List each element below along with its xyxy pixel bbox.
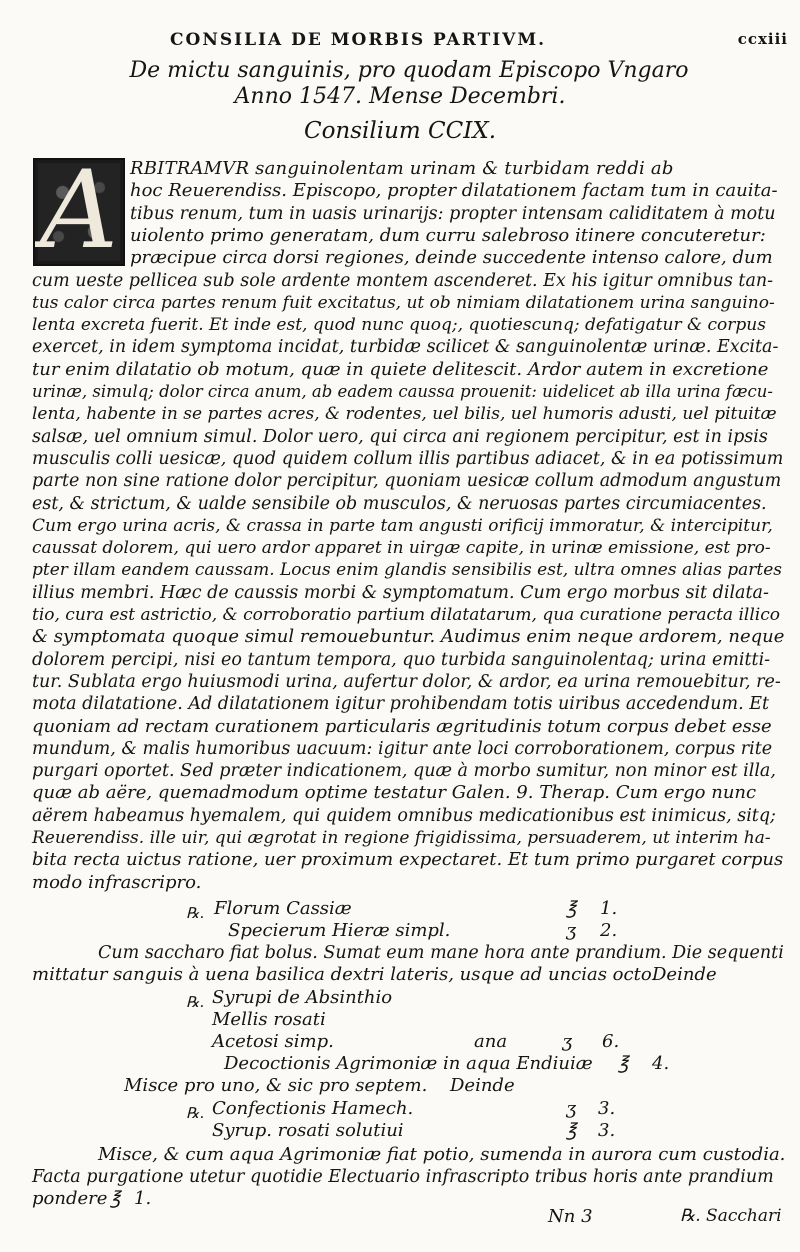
catchword: ℞. Sacchari bbox=[680, 1206, 782, 1226]
closing-line: Misce, & cum aqua Agrimoniæ fiat potio, sumenda in aurora cum custodia. bbox=[98, 1144, 786, 1165]
closing-amount: 1. bbox=[134, 1188, 152, 1209]
body-line: caussat dolorem, qui uero ardor apparet in uirgæ capite, in urinæ emissione, est pro- bbox=[32, 538, 771, 559]
body-line: urinæ, simulq; dolor circa anum, ab eadem caussa prouenit: uidelicet ab illa urina fæcu- bbox=[32, 382, 773, 401]
body-line: dolorem percipi, nisi eo tantum tempora, quo turbida sanguinolentaq; urina emitti- bbox=[32, 649, 771, 670]
recipe-deinde: Deinde bbox=[450, 1075, 515, 1096]
body-line: tur. Sublata ergo huiusmodi urina, aufertur dolor, & ardor, ea urina remouebitur, re- bbox=[32, 671, 781, 692]
body-line: est, & strictum, & ualde sensibile ob musculos, & neruosas partes circumiacentes. bbox=[32, 493, 767, 514]
body-line: parte non sine ratione dolor percipitur, quoniam uesicæ collum admodum angustum bbox=[32, 471, 782, 492]
body-line: Reuerendiss. ille uir, qui ægrotat in regione frigidissima, persuaderem, ut interim ha- bbox=[32, 828, 771, 848]
signature-mark: Nn 3 bbox=[548, 1206, 593, 1227]
recipe-ingredient: Florum Cassiæ bbox=[214, 898, 352, 919]
closing-line: pondere bbox=[32, 1188, 108, 1209]
body-line: & symptomata quoque simul remouebuntur. Audimus enim neque ardorem, neque bbox=[32, 626, 785, 648]
page-header bbox=[170, 30, 790, 56]
body-line: aërem habeamus hyemalem, qui quidem omnibus medicationibus est inimicus, sitq; bbox=[32, 805, 776, 826]
recipe-ingredient: Acetosi simp. bbox=[212, 1031, 334, 1052]
consilium-number: Consilium CCIX. bbox=[303, 118, 497, 144]
body-line: cum ueste pellicea sub sole ardente montem ascenderet. Ex his igitur omnibus tan- bbox=[32, 270, 774, 291]
recipe-amount: 3. bbox=[598, 1120, 616, 1141]
recipe-amount: 2. bbox=[600, 920, 618, 941]
recipe-unit: ℥ bbox=[618, 1053, 629, 1074]
decorated-initial bbox=[33, 158, 125, 266]
recipe-ana: ana bbox=[474, 1031, 508, 1052]
recipe-symbol: ℞. bbox=[186, 1104, 205, 1122]
recipe-unit: ʒ bbox=[566, 1098, 577, 1119]
body-line: bita recta uictus ratione, uer proximum expectaret. Et tum primo purgaret corpus bbox=[32, 849, 784, 871]
body-line: tio, cura est astrictio, & corroboratio partium dilatatarum, qua curatione peracta illico bbox=[32, 605, 780, 625]
title-line-2: Anno 1547. Mense Decembri. bbox=[234, 84, 566, 109]
body-line: exercet, in idem symptoma incidat, turbidæ scilicet & sanguinolentæ urinæ. Excita- bbox=[32, 337, 779, 358]
title-line-1: De mictu sanguinis, pro quodam Episcopo Vngaro bbox=[129, 58, 689, 83]
closing-unit: ℥ bbox=[110, 1188, 121, 1209]
recipe-symbol: ℞. bbox=[186, 904, 205, 922]
body-line: RBITRAMVR sanguinolentam urinam & turbidam reddi ab bbox=[130, 158, 674, 179]
recipe-amount: 4. bbox=[652, 1053, 670, 1074]
body-line: tus calor circa partes renum fuit excitatus, ut ob nimiam dilatationem urina sanguino- bbox=[32, 292, 775, 313]
recipe-ingredient: Specierum Hieræ simpl. bbox=[228, 920, 451, 941]
body-line: purgari oportet. Sed præter indicationem, quæ à morbo sumitur, non minor est illa, bbox=[32, 761, 776, 782]
body-line: mundum, & malis humoribus uacuum: igitur ante loci corroborationem, corpus rite bbox=[32, 738, 773, 759]
body-line: pter illam eandem caussam. Locus enim glandis sensibilis est, ultra omnes alias partes bbox=[32, 560, 782, 581]
recipe-symbol: ℞. bbox=[186, 993, 205, 1011]
body-line: Cum ergo urina acris, & crassa in parte tam angusti orificij immoratur, & intercipitur, bbox=[32, 515, 773, 536]
consilium-title bbox=[0, 58, 800, 110]
recipe-ingredient: Syrupi de Absinthio bbox=[212, 987, 393, 1008]
recipe-misce: Misce pro uno, & sic pro septem. bbox=[124, 1075, 428, 1096]
recipe-ingredient: Confectionis Hamech. bbox=[212, 1098, 414, 1119]
recipe-unit: ʒ bbox=[566, 920, 577, 941]
body-line: uiolento primo generatam, dum curru salebroso itinere concuteretur: bbox=[130, 224, 766, 246]
body-line: lenta, habente in se partes acres, & rodentes, uel bilis, uel humoris adusti, uel pituitæ bbox=[32, 404, 777, 425]
body-line: quæ ab aëre, quemadmodum optime testatur Galen. 9. Therap. Cum ergo nunc bbox=[32, 782, 757, 804]
running-title: CONSILIA DE MORBIS PARTIVM. bbox=[170, 30, 547, 50]
body-line: illius membri. Hæc de caussis morbi & symptomatum. Cum ergo morbus sit dilata- bbox=[32, 582, 769, 603]
recipe-unit: ℥ bbox=[566, 1120, 577, 1141]
recipe-ingredient: Mellis rosati bbox=[212, 1009, 326, 1030]
body-line: salsæ, uel omnium simul. Dolor uero, qui circa ani regionem percipitur, est in ipsis bbox=[32, 426, 768, 447]
body-line: tur enim dilatatio ob motum, quæ in quiete delitescit. Ardor autem in excretione bbox=[32, 358, 769, 380]
body-line: musculis colli uesicæ, quod quidem collum illis partibus adiacet, & in ea potissimum bbox=[32, 448, 784, 469]
initial-letter: A bbox=[40, 158, 118, 266]
body-line: mota dilatatione. Ad dilatationem igitur prohibendam totis uiribus accedendum. Et bbox=[32, 694, 770, 715]
instruction-line: Cum sacchаro fiat bolus. Sumat eum mane hora ante prandium. Die sequenti bbox=[98, 943, 784, 963]
body-line: hoc Reuerendiss. Episcopo, propter dilatationem factam tum in cauita- bbox=[130, 180, 778, 202]
recipe-ingredient: Decoctionis Agrimoniæ in aqua Endiuiæ bbox=[224, 1053, 593, 1074]
recipe-unit: ʒ bbox=[562, 1031, 573, 1052]
body-line: quoniam ad rectam curationem particularis ægritudinis totum corpus debet esse bbox=[32, 715, 772, 737]
body-line: lenta excreta fuerit. Et inde est, quod nunc quoq;, quotiescunq; defatigatur & corpus bbox=[32, 315, 766, 336]
instruction-deinde: Deinde bbox=[652, 964, 717, 985]
body-line: tibus renum, tum in uasis urinarijs: propter intensam caliditatem à motu bbox=[130, 203, 776, 224]
recipe-ingredient: Syrup. rosati solutiui bbox=[212, 1120, 404, 1141]
recipe-amount: 6. bbox=[602, 1031, 620, 1052]
closing-line: Facta purgatione utetur quotidie Electuario infrascripto tribus horis ante prandium bbox=[32, 1167, 774, 1187]
recipe-amount: 3. bbox=[598, 1098, 616, 1119]
folio-number: ccxiii bbox=[737, 30, 788, 48]
body-line: præcipue circa dorsi regiones, deinde succedente intenso calore, dum bbox=[130, 247, 773, 269]
instruction-line: mittatur sanguis à uena basilica dextri lateris, usque ad uncias octo. bbox=[32, 964, 658, 985]
recipe-unit: ℥ bbox=[566, 898, 577, 919]
recipe-amount: 1. bbox=[600, 898, 618, 919]
body-line: modo infrascripro. bbox=[32, 871, 202, 893]
